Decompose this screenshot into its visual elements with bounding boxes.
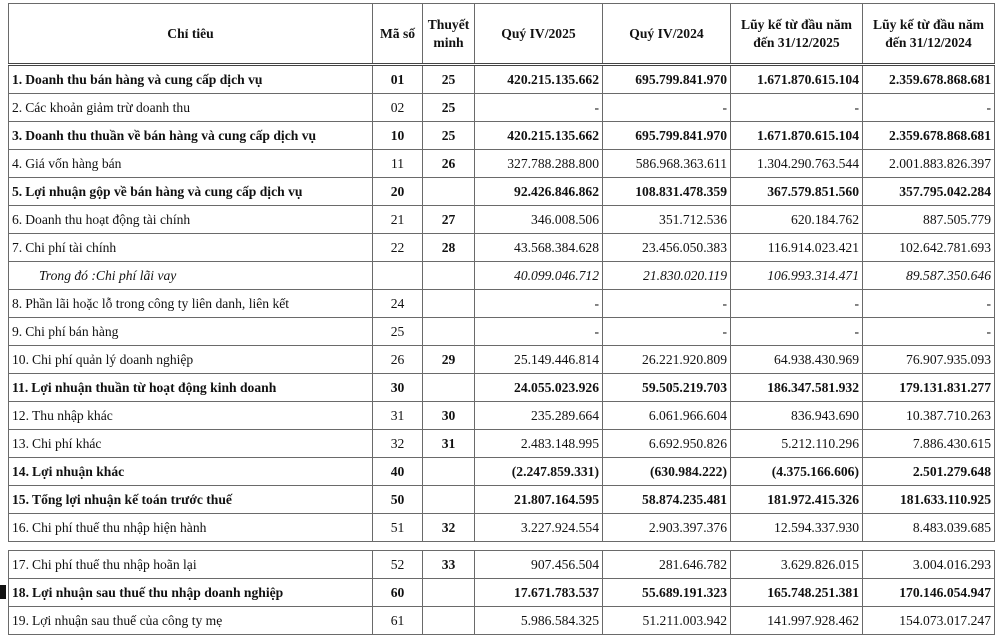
thuyet-minh-cell: 25 bbox=[423, 94, 475, 122]
row-label: Lợi nhuận sau thuế thu nhập doanh nghiệp bbox=[32, 584, 284, 600]
table-gap-row bbox=[9, 542, 995, 551]
ma-so-cell: 24 bbox=[373, 290, 423, 318]
q4-2024-cell: 6.692.950.826 bbox=[603, 430, 731, 458]
thuyet-minh-cell bbox=[423, 374, 475, 402]
ytd-2024-cell: 102.642.781.693 bbox=[863, 234, 995, 262]
ytd-2025-cell: 1.671.870.615.104 bbox=[731, 65, 863, 94]
q4-2024-cell: - bbox=[603, 290, 731, 318]
ma-so-cell: 51 bbox=[373, 514, 423, 542]
thuyet-minh-cell: 25 bbox=[423, 122, 475, 150]
row-index: 2. bbox=[12, 99, 23, 115]
thuyet-minh-cell: 28 bbox=[423, 234, 475, 262]
table-body bbox=[9, 65, 995, 635]
ytd-2024-cell: 2.501.279.648 bbox=[863, 458, 995, 486]
row-label: Chi phí thuế thu nhập hiện hành bbox=[32, 519, 207, 535]
table-row bbox=[9, 234, 995, 262]
row-label: Thu nhập khác bbox=[32, 407, 113, 423]
row-label-cell bbox=[9, 94, 373, 122]
ytd-2025-cell: 64.938.430.969 bbox=[731, 346, 863, 374]
row-label: Chi phí bán hàng bbox=[25, 323, 119, 339]
row-label: Doanh thu bán hàng và cung cấp dịch vụ bbox=[25, 71, 263, 87]
ytd-2024-cell: 887.505.779 bbox=[863, 206, 995, 234]
ytd-2025-cell: 116.914.023.421 bbox=[731, 234, 863, 262]
q4-2024-cell: - bbox=[603, 318, 731, 346]
thuyet-minh-cell bbox=[423, 607, 475, 635]
row-label-cell bbox=[9, 65, 373, 94]
thuyet-minh-cell: 27 bbox=[423, 206, 475, 234]
q4-2025-cell: 2.483.148.995 bbox=[475, 430, 603, 458]
row-label-cell bbox=[9, 374, 373, 402]
q4-2025-cell: 25.149.446.814 bbox=[475, 346, 603, 374]
row-label: Giá vốn hàng bán bbox=[25, 155, 122, 171]
ytd-2025-cell: 3.629.826.015 bbox=[731, 551, 863, 579]
ytd-2024-cell: 179.131.831.277 bbox=[863, 374, 995, 402]
row-index: 12. bbox=[12, 407, 29, 423]
table-row bbox=[9, 65, 995, 94]
ma-so-cell: 60 bbox=[373, 579, 423, 607]
table-row bbox=[9, 122, 995, 150]
row-index: 4. bbox=[12, 155, 23, 171]
row-index: 18. bbox=[12, 584, 29, 600]
row-label-cell bbox=[9, 458, 373, 486]
ytd-2024-cell: 7.886.430.615 bbox=[863, 430, 995, 458]
row-label: Lợi nhuận khác bbox=[32, 463, 125, 479]
q4-2024-cell: 281.646.782 bbox=[603, 551, 731, 579]
row-index: 13. bbox=[12, 435, 29, 451]
q4-2024-cell: 59.505.219.703 bbox=[603, 374, 731, 402]
ytd-2024-cell: 181.633.110.925 bbox=[863, 486, 995, 514]
header-row bbox=[9, 4, 995, 65]
row-label: Lợi nhuận thuần từ hoạt động kinh doanh bbox=[31, 379, 277, 395]
row-label: Lợi nhuận gộp về bán hàng và cung cấp dịch vụ bbox=[25, 183, 303, 199]
row-label-cell bbox=[9, 234, 373, 262]
ytd-2025-cell: 181.972.415.326 bbox=[731, 486, 863, 514]
header-chi-tieu: Chỉ tiêu bbox=[9, 4, 373, 65]
row-index: 9. bbox=[12, 323, 23, 339]
ytd-2024-cell: 10.387.710.263 bbox=[863, 402, 995, 430]
q4-2025-cell: (2.247.859.331) bbox=[475, 458, 603, 486]
row-label: Chi phí tài chính bbox=[25, 239, 117, 255]
row-label-cell bbox=[9, 486, 373, 514]
ytd-2024-cell: 154.073.017.247 bbox=[863, 607, 995, 635]
header-ma-so: Mã số bbox=[373, 4, 423, 65]
thuyet-minh-cell bbox=[423, 486, 475, 514]
thuyet-minh-cell bbox=[423, 318, 475, 346]
ytd-2025-cell: 12.594.337.930 bbox=[731, 514, 863, 542]
ytd-2025-cell: - bbox=[731, 290, 863, 318]
row-index: 7. bbox=[12, 239, 23, 255]
ma-so-cell: 01 bbox=[373, 65, 423, 94]
thuyet-minh-cell bbox=[423, 262, 475, 290]
ma-so-cell: 31 bbox=[373, 402, 423, 430]
thuyet-minh-cell: 33 bbox=[423, 551, 475, 579]
table-row bbox=[9, 579, 995, 607]
ma-so-cell: 20 bbox=[373, 178, 423, 206]
row-index: 14. bbox=[12, 463, 29, 479]
q4-2024-cell: 351.712.536 bbox=[603, 206, 731, 234]
ytd-2024-cell: - bbox=[863, 94, 995, 122]
header-q4-2025: Quý IV/2025 bbox=[475, 4, 603, 65]
row-label-cell bbox=[9, 206, 373, 234]
income-statement-table bbox=[8, 3, 995, 635]
row-label: Chi phí khác bbox=[32, 435, 102, 451]
table-row bbox=[9, 346, 995, 374]
q4-2025-cell: 907.456.504 bbox=[475, 551, 603, 579]
gap-cell bbox=[863, 542, 995, 551]
q4-2024-cell: 695.799.841.970 bbox=[603, 122, 731, 150]
ma-so-cell: 21 bbox=[373, 206, 423, 234]
ytd-2024-cell: 357.795.042.284 bbox=[863, 178, 995, 206]
row-index: 16. bbox=[12, 519, 29, 535]
q4-2024-cell: 26.221.920.809 bbox=[603, 346, 731, 374]
row-index: 6. bbox=[12, 211, 23, 227]
table-row bbox=[9, 94, 995, 122]
ytd-2025-cell: 836.943.690 bbox=[731, 402, 863, 430]
row-label-cell bbox=[9, 178, 373, 206]
q4-2024-cell: 51.211.003.942 bbox=[603, 607, 731, 635]
table-row bbox=[9, 607, 995, 635]
q4-2025-cell: 327.788.288.800 bbox=[475, 150, 603, 178]
row-label-cell bbox=[9, 150, 373, 178]
table-row bbox=[9, 551, 995, 579]
thuyet-minh-cell: 32 bbox=[423, 514, 475, 542]
q4-2024-cell: 23.456.050.383 bbox=[603, 234, 731, 262]
q4-2025-cell: - bbox=[475, 318, 603, 346]
table-row bbox=[9, 290, 995, 318]
q4-2024-cell: 695.799.841.970 bbox=[603, 65, 731, 94]
header-thuyet-minh: Thuyết minh bbox=[423, 4, 475, 65]
q4-2025-cell: 5.986.584.325 bbox=[475, 607, 603, 635]
q4-2024-cell: (630.984.222) bbox=[603, 458, 731, 486]
row-label-cell bbox=[9, 122, 373, 150]
ma-so-cell: 22 bbox=[373, 234, 423, 262]
row-label-cell bbox=[9, 318, 373, 346]
thuyet-minh-cell: 25 bbox=[423, 65, 475, 94]
row-label: Tổng lợi nhuận kế toán trước thuế bbox=[32, 491, 232, 507]
q4-2024-cell: 21.830.020.119 bbox=[603, 262, 731, 290]
row-index: 11. bbox=[12, 379, 29, 395]
ma-so-cell: 32 bbox=[373, 430, 423, 458]
thuyet-minh-cell: 29 bbox=[423, 346, 475, 374]
ma-so-cell: 61 bbox=[373, 607, 423, 635]
row-label-cell bbox=[9, 402, 373, 430]
row-label-cell bbox=[9, 551, 373, 579]
table-row bbox=[9, 430, 995, 458]
ytd-2025-cell: 186.347.581.932 bbox=[731, 374, 863, 402]
row-label-cell bbox=[9, 430, 373, 458]
row-label: Doanh thu thuần về bán hàng và cung cấp dịch vụ bbox=[25, 127, 317, 143]
ma-so-cell: 40 bbox=[373, 458, 423, 486]
ytd-2025-cell: 620.184.762 bbox=[731, 206, 863, 234]
ytd-2025-cell: 367.579.851.560 bbox=[731, 178, 863, 206]
gap-cell bbox=[9, 542, 373, 551]
gap-cell bbox=[731, 542, 863, 551]
q4-2025-cell: 17.671.783.537 bbox=[475, 579, 603, 607]
q4-2024-cell: 108.831.478.359 bbox=[603, 178, 731, 206]
thuyet-minh-cell bbox=[423, 579, 475, 607]
thuyet-minh-cell: 26 bbox=[423, 150, 475, 178]
q4-2025-cell: 346.008.506 bbox=[475, 206, 603, 234]
q4-2025-cell: 21.807.164.595 bbox=[475, 486, 603, 514]
header-ytd-2024: Lũy kế từ đầu năm đến 31/12/2024 bbox=[863, 4, 995, 65]
table-row bbox=[9, 514, 995, 542]
ytd-2024-cell: 2.359.678.868.681 bbox=[863, 122, 995, 150]
ytd-2025-cell: 1.304.290.763.544 bbox=[731, 150, 863, 178]
ytd-2025-cell: 141.997.928.462 bbox=[731, 607, 863, 635]
table-row bbox=[9, 206, 995, 234]
row-label: Trong đó :Chi phí lãi vay bbox=[39, 267, 177, 283]
gap-cell bbox=[603, 542, 731, 551]
row-index: 3. bbox=[12, 127, 23, 143]
ytd-2025-cell: (4.375.166.606) bbox=[731, 458, 863, 486]
ytd-2025-cell: - bbox=[731, 94, 863, 122]
ytd-2024-cell: 3.004.016.293 bbox=[863, 551, 995, 579]
table-row bbox=[9, 318, 995, 346]
table-row bbox=[9, 150, 995, 178]
q4-2024-cell: 55.689.191.323 bbox=[603, 579, 731, 607]
row-label: Chi phí thuế thu nhập hoãn lại bbox=[32, 556, 197, 572]
row-index: 15. bbox=[12, 491, 29, 507]
q4-2025-cell: 24.055.023.926 bbox=[475, 374, 603, 402]
header-q4-2024: Quý IV/2024 bbox=[603, 4, 731, 65]
ma-so-cell: 11 bbox=[373, 150, 423, 178]
ytd-2025-cell: 5.212.110.296 bbox=[731, 430, 863, 458]
q4-2024-cell: 586.968.363.611 bbox=[603, 150, 731, 178]
ytd-2024-cell: 2.001.883.826.397 bbox=[863, 150, 995, 178]
thuyet-minh-cell: 31 bbox=[423, 430, 475, 458]
ma-so-cell: 26 bbox=[373, 346, 423, 374]
row-index: 8. bbox=[12, 295, 23, 311]
table-row bbox=[9, 458, 995, 486]
gap-cell bbox=[475, 542, 603, 551]
q4-2025-cell: 92.426.846.862 bbox=[475, 178, 603, 206]
q4-2025-cell: 420.215.135.662 bbox=[475, 122, 603, 150]
q4-2025-cell: 235.289.664 bbox=[475, 402, 603, 430]
ma-so-cell: 25 bbox=[373, 318, 423, 346]
row-label: Doanh thu hoạt động tài chính bbox=[25, 211, 191, 227]
ytd-2024-cell: 8.483.039.685 bbox=[863, 514, 995, 542]
ma-so-cell bbox=[373, 262, 423, 290]
gap-cell bbox=[423, 542, 475, 551]
ytd-2024-cell: 76.907.935.093 bbox=[863, 346, 995, 374]
ytd-2025-cell: 106.993.314.471 bbox=[731, 262, 863, 290]
table-row bbox=[9, 486, 995, 514]
header-ytd-2025: Lũy kế từ đầu năm đến 31/12/2025 bbox=[731, 4, 863, 65]
row-index: 5. bbox=[12, 183, 23, 199]
row-index: 19. bbox=[12, 612, 29, 628]
ytd-2025-cell: 1.671.870.615.104 bbox=[731, 122, 863, 150]
row-label-cell bbox=[9, 346, 373, 374]
q4-2024-cell: - bbox=[603, 94, 731, 122]
ma-so-cell: 52 bbox=[373, 551, 423, 579]
q4-2025-cell: 3.227.924.554 bbox=[475, 514, 603, 542]
thuyet-minh-cell bbox=[423, 178, 475, 206]
thuyet-minh-cell bbox=[423, 458, 475, 486]
q4-2025-cell: - bbox=[475, 290, 603, 318]
q4-2024-cell: 2.903.397.376 bbox=[603, 514, 731, 542]
ma-so-cell: 50 bbox=[373, 486, 423, 514]
ytd-2024-cell: 170.146.054.947 bbox=[863, 579, 995, 607]
ma-so-cell: 02 bbox=[373, 94, 423, 122]
row-index: 10. bbox=[12, 351, 29, 367]
ma-so-cell: 30 bbox=[373, 374, 423, 402]
gap-cell bbox=[373, 542, 423, 551]
table-row bbox=[9, 178, 995, 206]
q4-2024-cell: 58.874.235.481 bbox=[603, 486, 731, 514]
row-label-cell bbox=[9, 607, 373, 635]
ytd-2025-cell: - bbox=[731, 318, 863, 346]
thuyet-minh-cell: 30 bbox=[423, 402, 475, 430]
ytd-2024-cell: - bbox=[863, 290, 995, 318]
thuyet-minh-cell bbox=[423, 290, 475, 318]
row-label-cell bbox=[9, 262, 373, 290]
table-row bbox=[9, 262, 995, 290]
ytd-2025-cell: 165.748.251.381 bbox=[731, 579, 863, 607]
row-marker bbox=[0, 585, 6, 599]
ma-so-cell: 10 bbox=[373, 122, 423, 150]
row-label-cell bbox=[9, 579, 373, 607]
q4-2025-cell: 420.215.135.662 bbox=[475, 65, 603, 94]
row-index: 17. bbox=[12, 556, 29, 572]
ytd-2024-cell: - bbox=[863, 318, 995, 346]
row-label-cell bbox=[9, 290, 373, 318]
q4-2025-cell: 43.568.384.628 bbox=[475, 234, 603, 262]
row-label: Lợi nhuận sau thuế của công ty mẹ bbox=[32, 612, 223, 628]
row-label: Các khoản giảm trừ doanh thu bbox=[25, 99, 190, 115]
q4-2025-cell: 40.099.046.712 bbox=[475, 262, 603, 290]
table-row bbox=[9, 374, 995, 402]
table-row bbox=[9, 402, 995, 430]
q4-2024-cell: 6.061.966.604 bbox=[603, 402, 731, 430]
ytd-2024-cell: 89.587.350.646 bbox=[863, 262, 995, 290]
ytd-2024-cell: 2.359.678.868.681 bbox=[863, 65, 995, 94]
row-label: Chi phí quản lý doanh nghiệp bbox=[32, 351, 194, 367]
row-label-cell bbox=[9, 514, 373, 542]
q4-2025-cell: - bbox=[475, 94, 603, 122]
row-label: Phần lãi hoặc lỗ trong công ty liên danh, liên kết bbox=[25, 295, 290, 311]
row-index: 1. bbox=[12, 71, 23, 87]
